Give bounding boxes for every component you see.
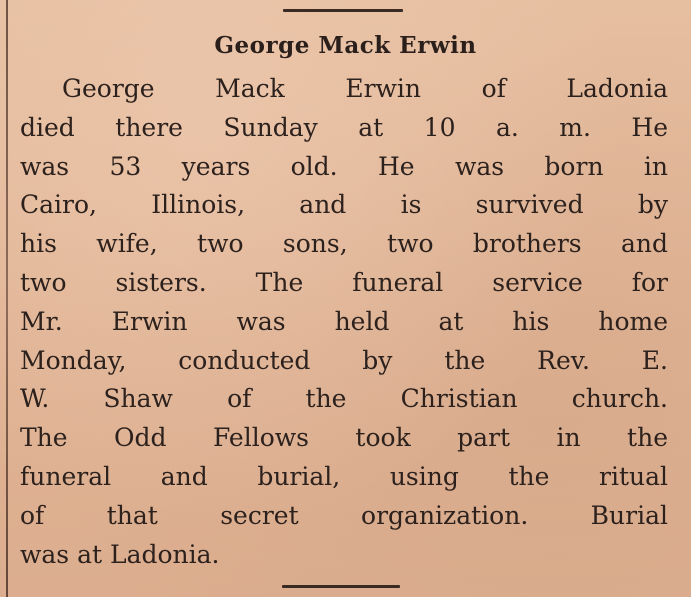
article-line: W. Shaw of the Christian church.: [20, 384, 668, 414]
article-line: Mr. Erwin was held at his home: [20, 306, 668, 336]
column-rule: [6, 0, 8, 597]
article-line: The Odd Fellows took part in the: [20, 423, 668, 453]
article-line: two sisters. The funeral service for: [20, 267, 668, 297]
article-line: was 53 years old. He was born in: [20, 151, 668, 181]
article-line: of that secret organization. Burial: [20, 500, 668, 530]
article-body: [20, 70, 668, 574]
article-line: Monday, conducted by the Rev. E.: [20, 345, 668, 375]
top-divider: [283, 9, 403, 12]
article-line: funeral and burial, using the ritual: [20, 461, 668, 491]
article-line: George Mack Erwin of Ladonia: [62, 74, 668, 103]
bottom-divider: [282, 585, 400, 588]
article-line: his wife, two sons, two brothers and: [20, 229, 668, 259]
article-line: was at Ladonia.: [20, 539, 220, 569]
article-line: Cairo, Illinois, and is survived by: [20, 190, 668, 220]
article-line: died there Sunday at 10 a. m. He: [20, 112, 668, 142]
headline: George Mack Erwin: [214, 32, 477, 59]
